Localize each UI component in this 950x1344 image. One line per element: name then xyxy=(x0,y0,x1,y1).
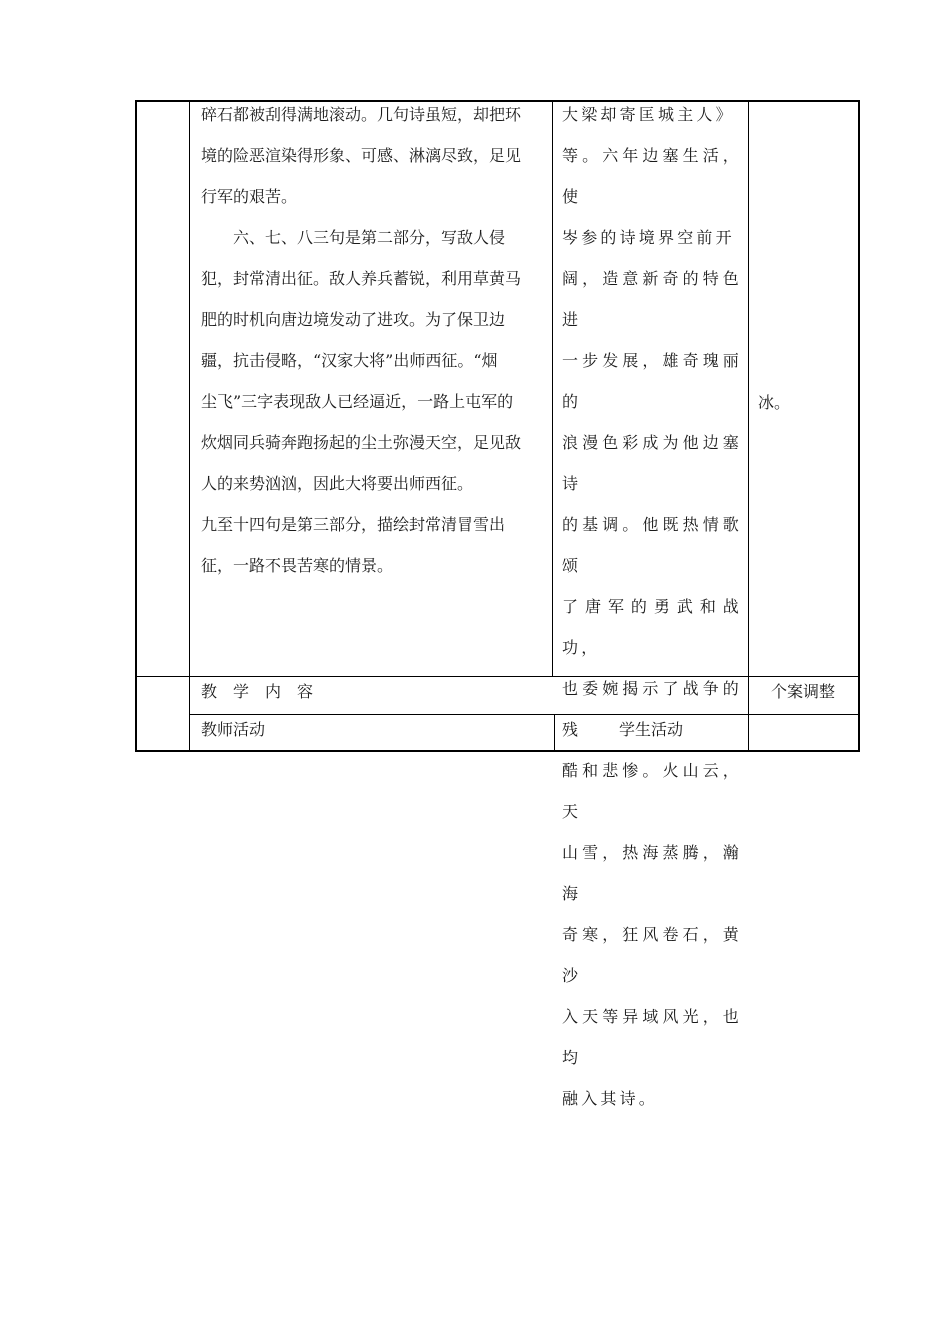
side-line-12: 奇寒，狂风卷石，黄沙 xyxy=(562,925,742,985)
main-line-1: 碎石都被刮得满地滚动。几句诗虽短，却把环 xyxy=(201,105,522,124)
side-line-4: 阔，造意新奇的特色进 xyxy=(562,269,742,329)
side-line-9: 也委婉揭示了战争的残 xyxy=(562,679,742,739)
main-content-cell xyxy=(201,94,541,586)
side-line-13: 入天等异域风光，也均 xyxy=(562,1007,742,1067)
col-divider-4 xyxy=(554,714,555,752)
main-para3-line-2: 征，一路不畏苦寒的情景。 xyxy=(201,556,394,575)
side-line-10: 酷和悲惨。火山云，天 xyxy=(562,761,742,821)
side-line-6: 浪漫色彩成为他边塞诗 xyxy=(562,433,742,493)
side-line-7: 的基调。他既热情歌颂 xyxy=(562,515,742,575)
side-line-3: 岑参的诗境界空前开 xyxy=(562,228,735,247)
col-divider-3 xyxy=(748,102,749,752)
side-line-2: 等。六年边塞生活，使 xyxy=(562,146,742,206)
adjust-cell xyxy=(758,382,858,423)
header-teaching-content: 教 学 内 容 xyxy=(201,682,314,701)
side-content-cell xyxy=(562,94,742,1119)
col-divider-2 xyxy=(552,102,553,676)
main-para2-line-6: 炊烟同兵骑奔跑扬起的尘土弥漫天空，足见敌 xyxy=(201,433,522,452)
main-para3-line-1: 九至十四句是第三部分，描绘封常清冒雪出 xyxy=(201,515,506,534)
col-divider-1 xyxy=(189,102,190,752)
side-line-11: 山雪，热海蒸腾，瀚海 xyxy=(562,843,742,903)
main-para2-line-1: 六、七、八三句是第二部分，写敌人侵 xyxy=(233,228,506,247)
adjust-text: 冰。 xyxy=(758,393,791,412)
row-divider-1 xyxy=(137,676,858,677)
header-case-adjust: 个案调整 xyxy=(771,682,836,701)
lesson-table xyxy=(135,100,860,1108)
side-line-8: 了唐军的勇武和战功， xyxy=(562,597,742,657)
main-line-3: 行军的艰苦。 xyxy=(201,187,298,206)
main-para2-line-3: 肥的时机向唐边境发动了进攻。为了保卫边 xyxy=(201,310,506,329)
side-line-14: 融入其诗。 xyxy=(562,1089,659,1108)
main-line-2: 境的险恶渲染得形象、可感、淋漓尽致，足见 xyxy=(201,146,522,165)
side-line-5: 一步发展，雄奇瑰丽的 xyxy=(562,351,742,411)
main-para2-line-7: 人的来势汹汹，因此大将要出师西征。 xyxy=(201,474,474,493)
main-para2-line-2: 犯，封常清出征。敌人养兵蓄锐，利用草黄马 xyxy=(201,269,522,288)
header-student-activity: 学生活动 xyxy=(619,720,684,739)
side-line-1: 大梁却寄匡城主人》 xyxy=(562,105,735,124)
main-para2-line-5: 尘飞”三字表现敌人已经逼近，一路上屯军的 xyxy=(201,392,514,411)
header-teacher-activity: 教师活动 xyxy=(201,720,266,739)
main-para2-line-4: 疆，抗击侵略，“汉家大将”出师西征。“烟 xyxy=(201,351,498,370)
row-divider-2 xyxy=(189,714,858,715)
